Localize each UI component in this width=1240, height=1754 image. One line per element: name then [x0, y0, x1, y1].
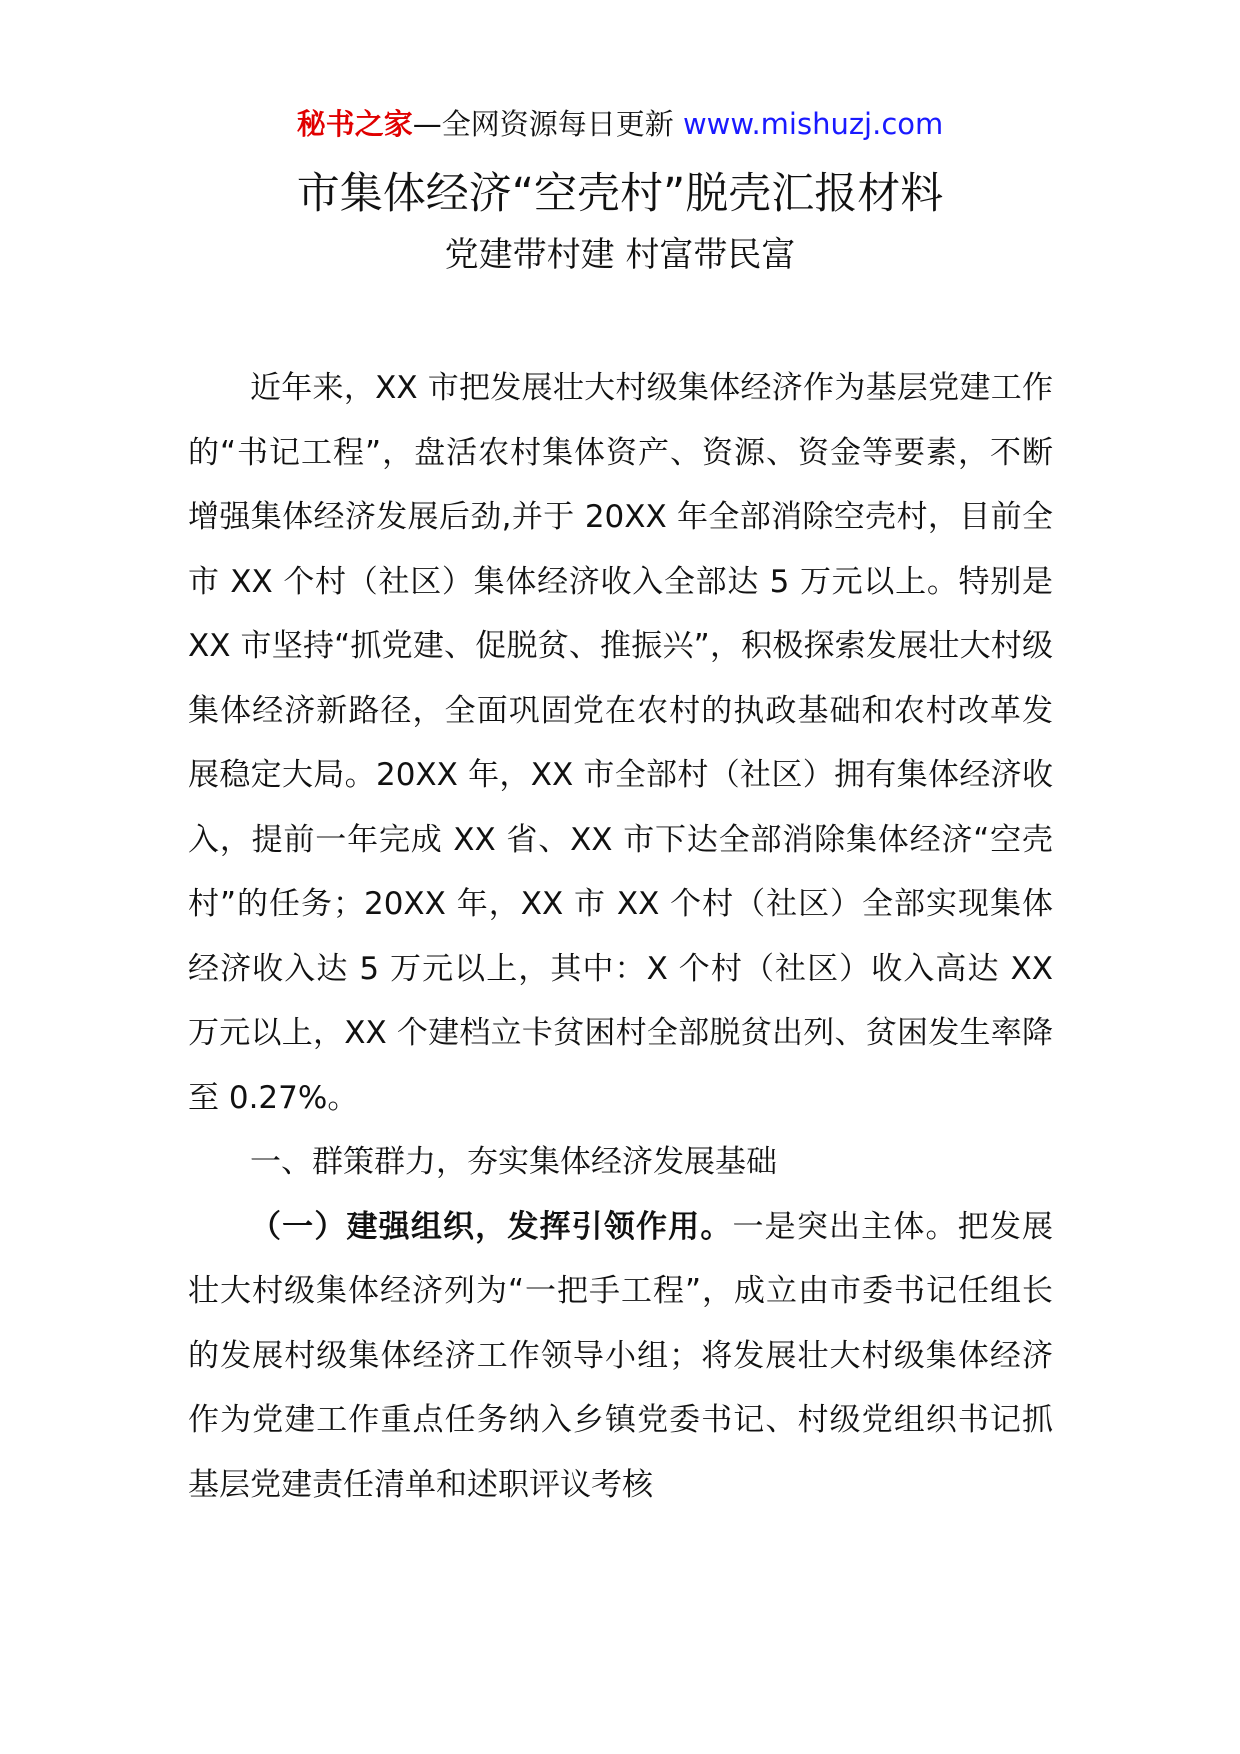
paragraph-lead: （一）建强组织，发挥引领作用。	[250, 1208, 733, 1245]
document-title: 市集体经济“空壳村”脱壳汇报材料	[296, 169, 944, 219]
document-subtitle: 党建带村建 村富带民富	[444, 235, 796, 275]
section-heading: 一、群策群力，夯实集体经济发展基础	[250, 1144, 777, 1180]
body-paragraph: 近年来，XX 市把发展壮大村级集体经济作为基层党建工作的“书记工程”，盘活农村集体资产、资源、资金等要素，不断增强集体经济发展后劲,并于 20XX 年全部消除空壳村，目前全市 XX 个村（社区）集体经济收入全部达 5 万元以上。特别是 XX 市坚持“抓党建、促脱贫、推振兴”，积极探索发展壮大村级集体经济新路径，全面巩固党在农村的执政基础和农村改革发展稳定大局。20XX 年，XX 市全部村（社区）拥有集体经济收入，提前一年完成 XX 省、XX 市下达全部消除集体经济“空壳村”的任务；20XX 年，XX 市 XX 个村（社区）全部实现集体经济收入达 5 万元以上，其中：X 个村（社区）收入高达 XX 万元以上，XX 个建档立卡贫困村全部脱贫出列、贫困发生率降至 0.27%。	[188, 370, 1053, 1116]
paragraph-text: 一是突出主体。把发展壮大村级集体经济列为“一把手工程”，成立由市委书记任组长的发展村级集体经济工作领导小组；将发展壮大村级集体经济作为党建工作重点任务纳入乡镇党委书记、村级党组织书记抓基层党建责任清单和述职评议考核	[188, 1208, 1053, 1503]
site-tagline: —全网资源每日更新	[412, 107, 683, 141]
document-body	[188, 356, 1053, 1517]
site-brand: 秘书之家	[296, 107, 413, 141]
site-header	[0, 104, 1240, 144]
site-url-link[interactable]: www.mishuzj.com	[682, 107, 944, 141]
body-paragraph	[188, 1195, 1053, 1518]
